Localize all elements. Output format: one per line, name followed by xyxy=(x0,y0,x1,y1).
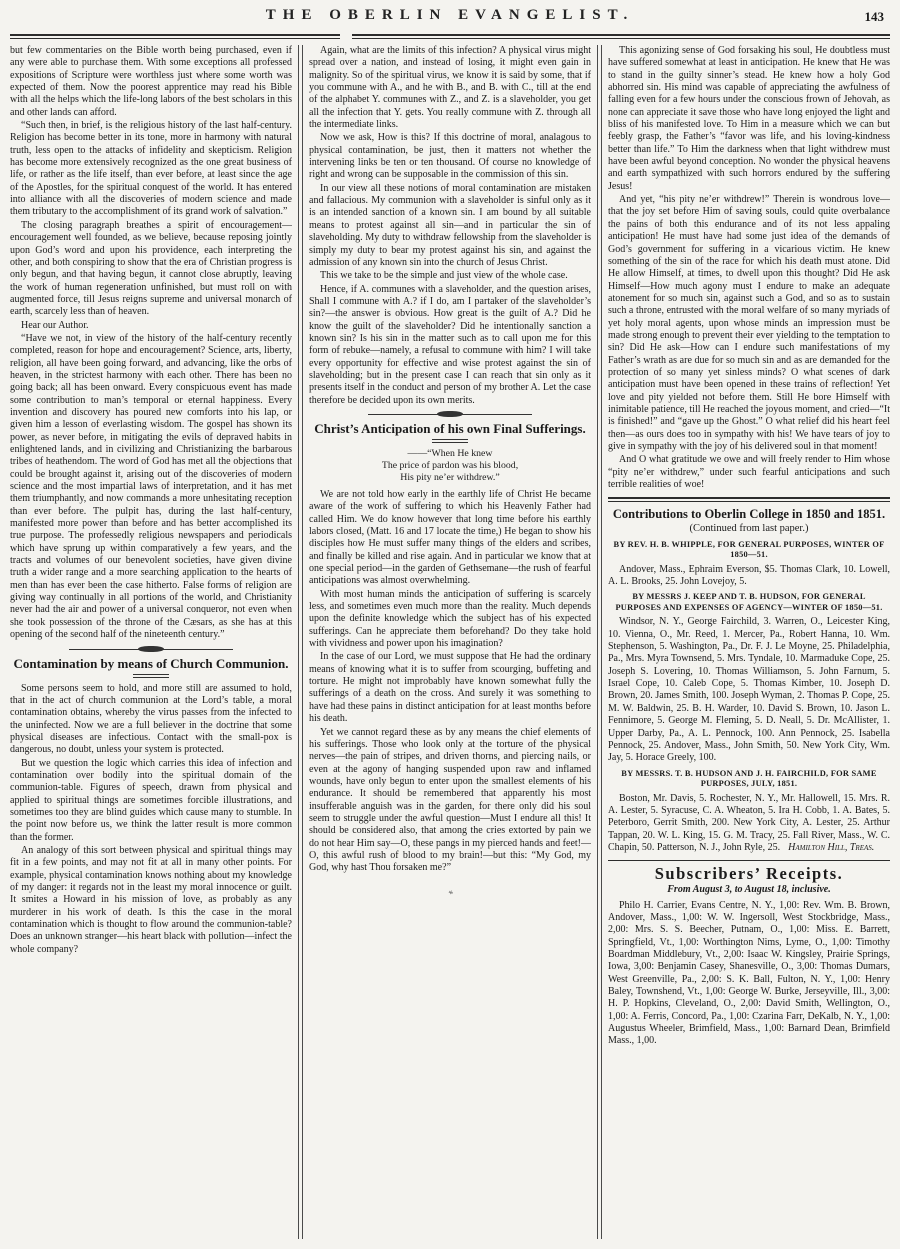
body-paragraph: Hear our Author. xyxy=(21,319,89,331)
body-paragraph: In our view all these notions of moral contamination are mistaken and fallacious. My communion with a slaveholder is sinful only as it is an intended sanction of a known sin. I am bound by all suitable means to protest against all sin—and in particular the sin of slaveholding. My duty to withdraw fellowship from the slaveholder is simply my duty to bear my protest against his sin, and against the admission of any known sin into the church of Jesus Christ. xyxy=(309,182,591,268)
epigraph-line: The price of pardon was his blood, xyxy=(381,459,519,471)
article-heading-contributions: Contributions to Oberlin College in 1850 and 1851. xyxy=(612,507,886,522)
section-divider xyxy=(69,649,233,650)
body-paragraph: The closing paragraph breathes a spirit of encouragement—encouragement well founded, as we believe, because reposing jointly upon God’s word and upon his providence, each interpreting the other, and both conspiring to show that the era of Christian progress is only begun, and that having begun, it cannot close abruptly, leaving the work of human regeneration unfinished, but must roll on with augmented force, till Jesus reigns supreme and universal monarch of earth, scarcely less than of heaven. xyxy=(10,219,292,318)
article-heading-christs-anticipation: Christ’s Anticipation of his own Final Sufferings. xyxy=(314,420,586,436)
section-divider xyxy=(368,414,532,415)
body-paragraph: This we take to be the simple and just view of the whole case. xyxy=(320,270,568,282)
column-rule xyxy=(597,45,602,1239)
page-number: 143 xyxy=(864,9,884,24)
column-3 xyxy=(608,45,890,1239)
body-paragraph: But we question the logic which carries this idea of infection and contamination over bodily into the spiritual domain of the communion-table. Figures of speech, drawn from physical and applied to spiritual things are sometimes forcible illustrations, and sometimes too they are blind guides which cause many to stumble. In the point now before us, we think the latter result is more common than the former. xyxy=(10,757,292,843)
contributions-subtitle: (Continued from last paper.) xyxy=(689,523,809,535)
heading-rule xyxy=(133,674,169,678)
masthead xyxy=(0,0,900,30)
contribution-byline: BY REV. H. B. WHIPPLE, FOR GENERAL PURPOSES, WINTER OF 1850—51. xyxy=(613,539,885,560)
treasurer-signature: Hamilton Hill, Treas. xyxy=(788,841,875,853)
heading-rule xyxy=(432,439,468,443)
contribution-list xyxy=(608,793,890,855)
newspaper-title: THE OBERLIN EVANGELIST. xyxy=(265,7,635,23)
column-rule xyxy=(298,45,303,1239)
contribution-list: Andover, Mass., Ephraim Everson, $5. Thomas Clark, 10. Lowell, A. L. Brooks, 25. John Lovejoy, 5. xyxy=(608,563,890,588)
page-columns xyxy=(0,39,900,1239)
contribution-byline: BY MESSRS. T. B. HUDSON AND J. H. FAIRCHILD, FOR SAME PURPOSES, JULY, 1851. xyxy=(621,768,877,789)
article-heading-contamination: Contamination by means of Church Communion. xyxy=(13,655,289,671)
body-paragraph: We are not told how early in the earthly life of Christ He became aware of the work of suffering to which his Heavenly Father had called Him. We do know however that long time before his earthly labors closed, (Matt. 16 and 17 locate the time,) He began to show his disciples how He must suffer many things of the elders and scribes, and finally be killed and rise again. And in particular we know that at one special period—in the garden of Gethsemane—the rush of fearful anticipations was almost overwhelming. xyxy=(309,488,591,587)
body-paragraph: Yet we cannot regard these as by any means the chief elements of his sufferings. Those who look only at the torture of the physical nerves—the pain of stripes, and driven thorns, and piercing nails, or even at the agony of hanging suspended upon raw and inflamed wounds, have only begun to enter upon the smallest elements of his endurance. It should be remembered that apparently his most insufferable anguish was in the garden, for there only did his soul seem to struggle under the awful question—Must I endure all this! It should be considered also, that among the cries extorted by pain we do not hear Him say—O, these pangs in my pierced hands and feet!—O, this awful rush of blood to my brain!—but this: “My God, my God, why hast Thou forsaken me?” xyxy=(309,726,591,874)
contribution-byline: BY MESSRS J. KEEP AND T. B. HUDSON, FOR GENERAL PURPOSES AND EXPENSES OF AGENCY—WINTER OF 1850—51. xyxy=(615,592,883,612)
body-paragraph: With most human minds the anticipation of suffering is scarcely less, and sometimes even much more than the reality. Much depends upon the definite knowledge which the subject has of his expected sufferings. Can he appreciate them beforehand? Do they take hold with vividness and power upon his imagination? xyxy=(309,588,591,650)
body-paragraph: but few commentaries on the Bible worth being purchased, even if any were able to purchase them. With some exceptions all professed expositions of Scripture were worthless just where some worth was expected of them. Now the poorest apprentice may read his Bible with all the helps which the life-long labors of the best scholars in this and other lands can afford. xyxy=(10,45,292,118)
body-paragraph: In the case of our Lord, we must suppose that He had the ordinary means of knowing what it is to suffer from scourging, buffeting and torture. He might not improbably have known somewhat fully the sufferings of a death on the cross. And surely it was something to have had these pains in distinct anticipation for at least months before his death. xyxy=(309,651,591,725)
body-paragraph: “Such then, in brief, is the religious history of the last half-century. Religion has become better in its tone, more in harmony with natural truth, less open to the attacks of infidelity and skepticism. Religion has become more extensively recognized as the one great business of life, or rather as the life itself, than ever before, at least since the age of the Apostles, for the spiritual conquest of the world. It has entered into alliance with all the discoveries of modern science and made them tributary to the accomplishment of its grand work of salvation.” xyxy=(10,120,292,218)
receipts-list: Philo H. Carrier, Evans Centre, N. Y., 1,00: Rev. Wm. B. Brown, Andover, Mass., 1,00: W. W. Ingersoll, West Stockbridge, Mass., 2,00: Mrs. S. S. Beecher, Putnam, O., 1,00: Miss. E. Barrett, Springfield, Vt., 1,00: Worthington Nims, Lyme, O., 1,00: Timothy Boardman Middlebury, Vt., 2,00: Isaac W. Kingsley, Prairie Springs, Iowa, 3,00: Benjamin Casey, Shanesville, O., 3,00: Thomas Dumars, West Greenville, Pa., 2,00: S. K. Ball, Fulton, N. Y., 1,00: Henry Baley, Townshend, Vt., 1,00: George W. Burke, Jerseyville, Ill., 3,00: H. P. Hopkins, Cleveland, O., 2,00: David Smith, Wellington, O., 1,00: A. Ferris, Concord, Pa., 1,00: Czarina Farr, DeKalb, N. Y., 1,00: Augustus Wheeler, Brimfield, Mass., 1,00: Barnard Dean, Brimfield Mass., 1,00. xyxy=(608,899,890,1047)
section-rule xyxy=(608,497,890,502)
body-paragraph: Some persons seem to hold, and more still are assumed to hold, that in the act of church communion at the Lord’s table, a moral contamination obtains, whereby the virus passes from the infected to the uninfected. Now we are a full believer in the doctrine that some physical diseases are infectious. Contact with the small-pox is dangerous, no doubt, unless your system is protected. xyxy=(10,682,292,756)
body-paragraph: “Have we not, in view of the history of the half-century recently completed, reason for hope and encouragement? Science, arts, liberty, religion, all have been going forward, and advancing, like the orbs of heaven, in the strictest harmony with each other. There has been no going back; all has been onward. Every conspicuous event has made some contribution to man’s temporal or eternal happiness. Every invention and discovery has poured new comforts into his lap, or given him a lesson of everlasting wisdom. The gospel has shown its power, as never before, in mitigating the evils of depraved habits in enlightened lands, and in civilizing and Christianizing the barbarous tribes of heathendom. The word of God has met all the objections that could be brought against it, arising out of the discoveries of modern science and the most impartial laws of interpretation, and it has met them triumphantly, and now commands a more unhesitating reception than ever before. The pulpit has, during the last half-century, manifested more power than before and has better accomplished its true purpose. The professedly religious newspapers and periodicals which have sprung up within comparatively a few years, and the tracts and volumes of our benevolent societies, have given divine truth a wider range and a more searching application to the hearts of men than has ever been the case hitherto. False forms of religion are giving way continually in all portions of the world, and Christianity never had the air and power of a universal conqueror, not even when she took possession of the throne of the Cæsars, as she has at this opening of the second half of the nineteenth century.” xyxy=(10,332,292,641)
body-paragraph: An analogy of this sort between physical and spiritual things may fit in a few points, and may not fit at all in many other points. For example, physical contamination knows nothing about my knowledge of my danger: it regards not in the least my moral innocence or guilt. It smites a Howard in his mission of love, as probably as any murderer in his work of death. Is this the case in the moral contamination which is thought to flow around the communion-table? Does an unknown stranger—his heart black with pollution—infect the whole company? xyxy=(10,844,292,955)
column-2 xyxy=(309,45,591,1239)
header-rule-right xyxy=(352,34,890,39)
column-1 xyxy=(10,45,292,1239)
body-paragraph: And yet, “his pity ne’er withdrew!” Therein is wondrous love—that the joy set before Him of saving souls, could quite overbalance the pains of both this endurance and of its not less appaling anticipation! He must have had some just idea of the demands of God’s government for suffering in a vicarious victim. He knew something of the sin of the race for which his death must atone. Did He allow Himself, at times, to dwell upon this thought? Did He ask Himself—How much agony must I endure to make an adequate atonement for so much sin, against such a God, and so as to sustain such a throne, entrusted with the moral welfare of so many myriads of yet holy moral agents, upon whose minds an impression must be made strong enough to prevent their ever yielding to the temptation to sin? Did He ask—How can I endure such manifestations of my Father’s wrath as are due for so much sin and as are demanded for the protection of so many yet sinless minds? O what scenes of dark anticipation must have been opened in these trains of reflection! Yet love and pity yielded not before them. Still He bore Himself with inimitable patience, till He reached the joyous moment, and cried—“It is finished!” and “gave up the Ghost.” O what relief did his heart feel then—as ours does too in sympathy with his! We have tears of joy to give in sympathy with the joy of his delivered soul in that moment! xyxy=(608,194,890,452)
body-paragraph: Hence, if A. communes with a slaveholder, and the question arises, Shall I commune with A.? if I do, am I partaker of the slaveholder’s sin?—the answer is obvious. How great is the guilt of A.? Did he know the guilt of the slaveholder? Did he intentionally sanction a known sin? Is his sin in the matter such as to call upon me for this form of rebuke—namely, a refusal to commune with him? I will take every opportunity for effective and wise protest against the sin of slaveholding; but in the present case I can reach that sin only as it presents itself in the conduct and person of my brother A. Let the case therefore be decided upon its own merits. xyxy=(309,283,591,406)
epigraph-verse xyxy=(309,448,591,484)
body-paragraph: Again, what are the limits of this infection? A physical virus might spread over a nation, and instead of losing, it might even gain in malignity. So of the spiritual virus, we know it is said by some, that if you commune with A., and he with B., and B. with C., till at the end of the alphabet Y. communes with Z., and Z. is a slaveholder, you get all the infection that Y. gets. You really commune with Z. through all the intermediate links. xyxy=(309,45,591,131)
epigraph-line: ——“When He knew xyxy=(407,447,493,459)
body-paragraph: This agonizing sense of God forsaking his soul, He doubtless must have suffered somewhat at least in anticipation. He knew that He was to stand in the guilty sinner’s stead. He knew how a holy God abhorred sin. His mind was capable of appreciating the awfulness of falling even for a few hours under the conscious frown of Jehovah, as none can appreciate it save those who have long enjoyed the light and bliss of his manifested love. To Him in a measure which we can but feebly grasp, the Father’s “favor was life, and his loving-kindness better than life.” To Him the darkness when that light withdrew must have been awful beyond conception. No wonder the physical heavens and earth sympathized with such horrors endured by the suffering Jesus! xyxy=(608,45,890,192)
contribution-list: Windsor, N. Y., George Fairchild, 3. Warren, O., Leicester King, 10. Vienna, O., Mr. Reed, 1. Mercer, Pa., Robert Hanna, 10. Wm. Stephenson, 5. Washington, Pa., Dr. F. J. Le Moyne, 25. Philadelphia, Pa., Mrs. Myra Townsend, 5. Mrs. Tyndale, 10. Marmaduke Cope, 25. Joseph S. Lovering, 10. Thomas Williamson, 5. John Farnum, 5. Israel Cope, 10. Caleb Cope, 5. Thomas Kimber, 10. Joseph D. Brown, 20. James Smith, 100. Joseph Wyman, 2. Thomas P. Cope, 25. M. W. Baldwin, 25. B. H. Warder, 10. David S. Brown, 10. Jason L. Fennimore, 5. George M. Fleming, 5. D. Neall, 5. Dr. McAllister, 1. Upper Darby, Pa., A. L. Pennock, 100. Ann Pennock, 25. Isabella Pennock, 25. Andover, Mass., John Smith, 50. New York City, Wm. Jay, 5. Horace Greely, 100. xyxy=(608,616,890,764)
body-paragraph: And O what gratitude we owe and will freely render to Him whose “pity ne’er withdrew,” under such fearful anticipations and such terrible realities of woe! xyxy=(608,454,890,491)
header-rule xyxy=(10,34,890,39)
article-heading-subscribers-receipts: Subscribers’ Receipts. xyxy=(654,864,844,884)
epigraph-line: His pity ne’er withdrew.” xyxy=(400,471,500,483)
body-paragraph: Now we ask, How is this? If this doctrine of moral, analagous to physical contamination, be just, then it matters not whether the intervening links be ten or ten thousand. Of course no knowledge of right and wrong can be supposable in the commission of this sin. xyxy=(309,132,591,181)
section-rule xyxy=(608,860,890,861)
printers-mark-icon: * xyxy=(446,888,455,901)
contribution-list-text: Boston, Mr. Davis, 5. Rochester, N. Y., Mr. Hallowell, 15. Mrs. R. A. Lester, 5. Syracuse, C. A. Wheaton, 5. Ira H. Cobb, 1. A. Bates, 5. Peterboro, Gerrit Smith, 200. New York City, A. Lester, 25. Arthur Tappan, 20. W. L. King, 15. G. M. Tracy, 25. Fall River, Mass., W. C. Chapin, 50. Patterson, N. J., John Ryle, 25. xyxy=(608,792,890,853)
header-rule-left xyxy=(10,34,340,39)
receipts-date-range: From August 3, to August 18, inclusive. xyxy=(667,884,831,896)
